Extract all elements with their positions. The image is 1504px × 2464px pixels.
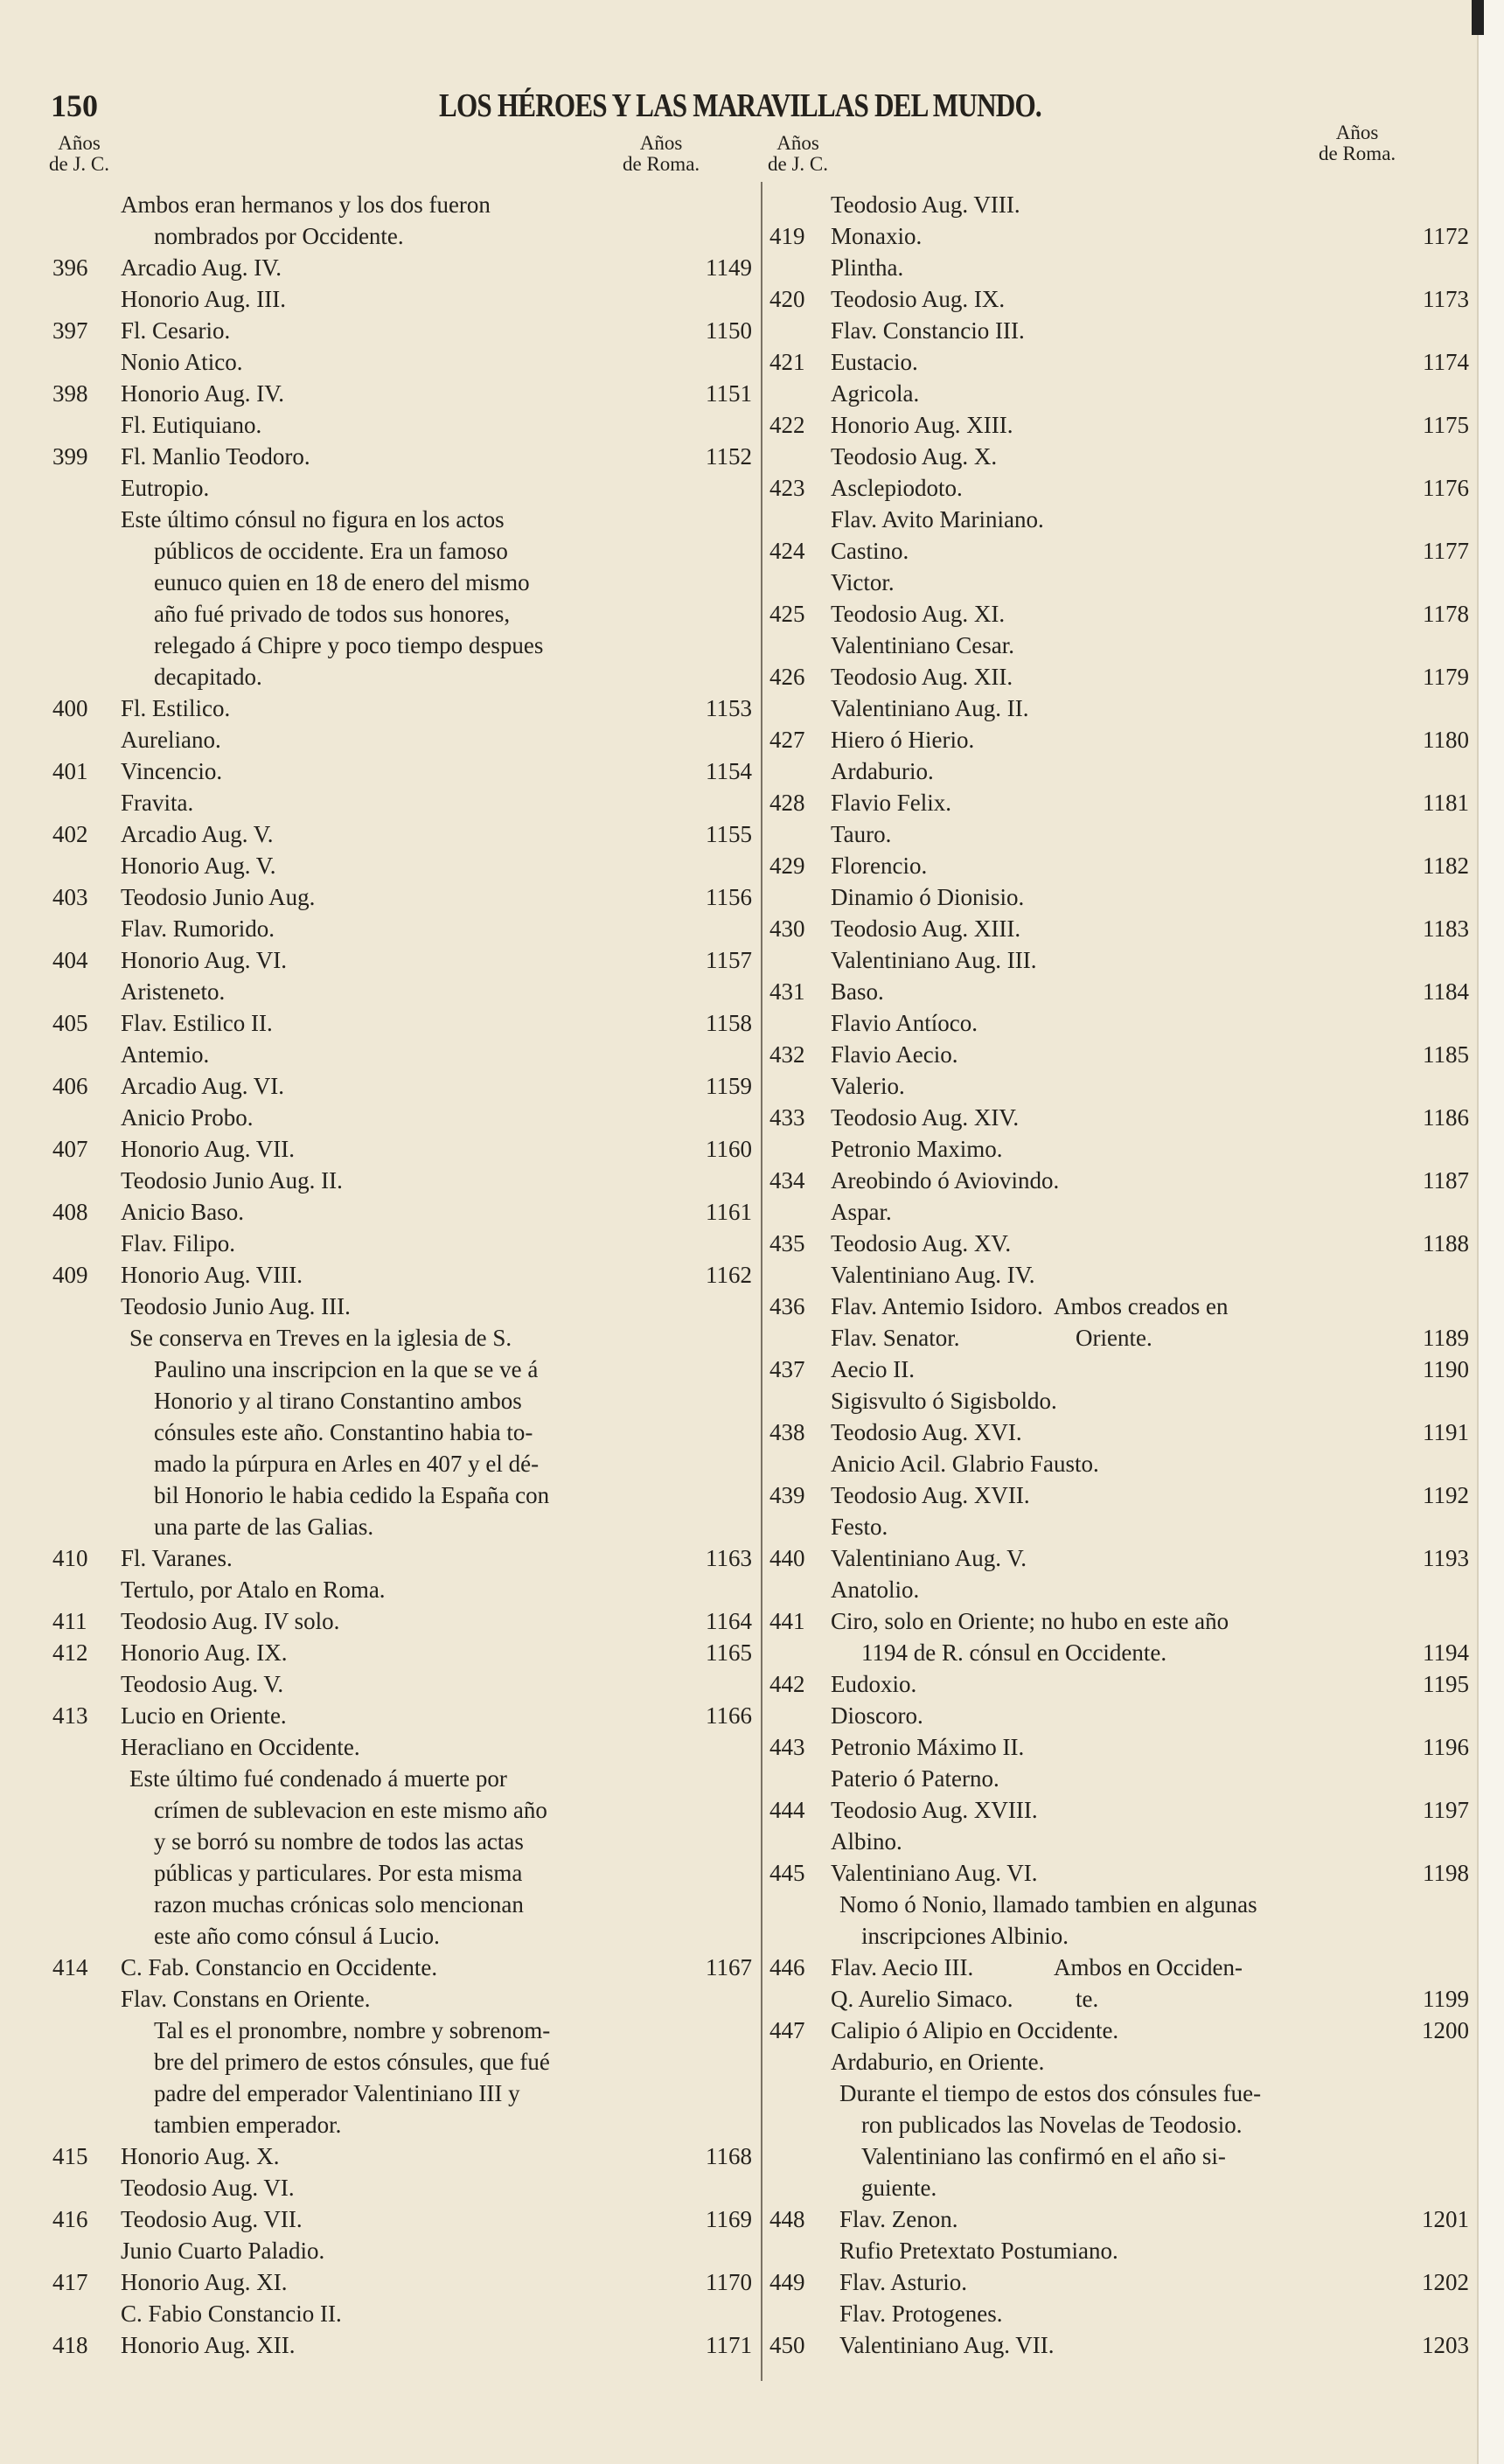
entry-line: 427 Hiero ó Hierio. 1180 <box>769 727 1469 753</box>
text-line: Nomo ó Nonio, llamado tambien en algunas <box>839 1891 1257 1918</box>
text-line: Festo. <box>831 1514 888 1540</box>
entry-line: 398 Honorio Aug. IV. 1151 <box>52 380 752 407</box>
text-line: crímen de sublevacion en este mismo año <box>154 1797 547 1823</box>
text-line: Teodosio Aug. X. <box>831 443 998 470</box>
entry-line: 400 Fl. Estilico. 1153 <box>52 695 752 721</box>
entry-line: 412 Honorio Aug. IX. 1165 <box>52 1639 752 1666</box>
text-line: nombrados por Occidente. <box>154 223 404 249</box>
entry-line: 436 Flav. Antemio Isidoro. Ambos creados en <box>769 1293 1229 1319</box>
entry-line: 443 Petronio Máximo II. 1196 <box>769 1734 1469 1760</box>
entry-line: 399 Fl. Manlio Teodoro. 1152 <box>52 443 752 470</box>
entry-line: 437 Aecio II. 1190 <box>769 1356 1469 1382</box>
text-line: Flav. Constans en Oriente. <box>121 1986 371 2012</box>
entry-line: 422 Honorio Aug. XIII. 1175 <box>769 412 1469 438</box>
text-line: Valentiniano Cesar. <box>831 632 1014 658</box>
text-line: Fravita. <box>121 790 194 816</box>
entry-line: 433 Teodosio Aug. XIV. 1186 <box>769 1104 1469 1131</box>
text-line: C. Fabio Constancio II. <box>121 2300 342 2327</box>
entry-line: Q. Aurelio Simaco. te. 1199 <box>831 1986 1469 2012</box>
text-line: Ardaburio. <box>831 758 934 784</box>
entry-line: 442 Eudoxio. 1195 <box>769 1671 1469 1697</box>
text-line: Honorio y al tirano Constantino ambos <box>154 1388 522 1414</box>
right-col-head-ac: Años de J. C. <box>768 132 828 175</box>
text-line: cónsules este año. Constantino habia to- <box>154 1419 533 1445</box>
text-line: Dinamio ó Dionisio. <box>831 884 1025 910</box>
entry-line: 405 Flav. Estilico II. 1158 <box>52 1010 752 1036</box>
entry-line: Flav. Senator. Oriente. 1189 <box>831 1325 1469 1351</box>
text-line: relegado á Chipre y poco tiempo despues <box>154 632 544 658</box>
text-line: Tal es el pronombre, nombre y sobrenom- <box>154 2017 551 2043</box>
right-col-head-roma: Años de Roma. <box>1319 122 1396 164</box>
entry-line: 396 Arcadio Aug. IV. 1149 <box>52 254 752 281</box>
entry-line: 438 Teodosio Aug. XVI. 1191 <box>769 1419 1469 1445</box>
text-line: Flav. Filipo. <box>121 1230 236 1256</box>
text-line: Valerio. <box>831 1073 905 1099</box>
left-col-head-roma: Años de Roma. <box>623 132 700 175</box>
page-edge-line <box>1477 0 1479 2464</box>
text-line: mado la púrpura en Arles en 407 y el dé- <box>154 1451 540 1477</box>
text-line: Aspar. <box>831 1199 892 1225</box>
entry-line: 445 Valentiniano Aug. VI. 1198 <box>769 1860 1469 1886</box>
text-line: una parte de las Galias. <box>154 1514 374 1540</box>
text-line: Ardaburio, en Oriente. <box>831 2049 1045 2075</box>
entry-line: 402 Arcadio Aug. V. 1155 <box>52 821 752 847</box>
text-line: Teodosio Junio Aug. II. <box>121 1167 343 1194</box>
page-number: 150 <box>51 88 98 123</box>
text-line: eunuco quien en 18 de enero del mismo <box>154 569 530 595</box>
text-line: Antemio. <box>121 1041 210 1068</box>
text-line: Honorio Aug. III. <box>121 286 286 312</box>
entry-line: 440 Valentiniano Aug. V. 1193 <box>769 1545 1469 1571</box>
entry-line: 432 Flavio Aecio. 1185 <box>769 1041 1469 1068</box>
text-line: Anicio Acil. Glabrio Fausto. <box>831 1451 1099 1477</box>
text-line: Agricola. <box>831 380 920 407</box>
entry-line: 404 Honorio Aug. VI. 1157 <box>52 947 752 973</box>
text-line: Durante el tiempo de estos dos cónsules fue- <box>839 2080 1262 2106</box>
text-line: Anatolio. <box>831 1577 920 1603</box>
text-line: Valentiniano Aug. II. <box>831 695 1029 721</box>
text-line: Victor. <box>831 569 895 595</box>
text-line: Sigisvulto ó Sigisboldo. <box>831 1388 1057 1414</box>
entry-line: 397 Fl. Cesario. 1150 <box>52 317 752 344</box>
entry-line: 417 Honorio Aug. XI. 1170 <box>52 2269 752 2295</box>
entry-line: 448 Flav. Zenon. 1201 <box>769 2206 1469 2232</box>
text-line: Teodosio Aug. VIII. <box>831 191 1020 218</box>
text-line: Tauro. <box>831 821 892 847</box>
entry-line: 407 Honorio Aug. VII. 1160 <box>52 1136 752 1162</box>
entry-line: 413 Lucio en Oriente. 1166 <box>52 1702 752 1729</box>
entry-line: 414 C. Fab. Constancio en Occidente. 1167 <box>52 1954 752 1980</box>
text-line: Aristeneto. <box>121 978 226 1005</box>
text-line: este año como cónsul á Lucio. <box>154 1923 440 1949</box>
entry-line: 439 Teodosio Aug. XVII. 1192 <box>769 1482 1469 1508</box>
text-line: Aureliano. <box>121 727 221 753</box>
entry-line: 1194 de R. cónsul en Occidente. 1194 <box>861 1639 1469 1666</box>
entry-line: 406 Arcadio Aug. VI. 1159 <box>52 1073 752 1099</box>
text-line: Dioscoro. <box>831 1702 923 1729</box>
text-line: bre del primero de estos cónsules, que fué <box>154 2049 550 2075</box>
running-title: LOS HÉROES Y LAS MARAVILLAS DEL MUNDO. <box>439 87 1041 124</box>
text-line: Tertulo, por Atalo en Roma. <box>121 1577 386 1603</box>
entry-line: 403 Teodosio Junio Aug. 1156 <box>52 884 752 910</box>
entry-line: 435 Teodosio Aug. XV. 1188 <box>769 1230 1469 1256</box>
text-line: inscripciones Albinio. <box>861 1923 1069 1949</box>
text-line: Teodosio Aug. VI. <box>121 2175 295 2201</box>
entry-line: 418 Honorio Aug. XII. 1171 <box>52 2332 752 2358</box>
entry-line: 419 Monaxio. 1172 <box>769 223 1469 249</box>
text-line: razon muchas crónicas solo mencionan <box>154 1891 524 1918</box>
entry-line: 401 Vincencio. 1154 <box>52 758 752 784</box>
entry-line: 410 Fl. Varanes. 1163 <box>52 1545 752 1571</box>
text-line: Flav. Avito Mariniano. <box>831 506 1044 532</box>
text-line: tambien emperador. <box>154 2112 342 2138</box>
entry-line: 424 Castino. 1177 <box>769 538 1469 564</box>
text-line: guiente. <box>861 2175 937 2201</box>
entry-line: 429 Florencio. 1182 <box>769 853 1469 879</box>
text-line: Flav. Protogenes. <box>839 2300 1003 2327</box>
entry-line: 415 Honorio Aug. X. 1168 <box>52 2143 752 2169</box>
column-rule <box>761 182 762 2381</box>
text-line: Junio Cuarto Paladio. <box>121 2238 325 2264</box>
text-line: Flavio Antíoco. <box>831 1010 978 1036</box>
text-line: año fué privado de todos sus honores, <box>154 601 511 627</box>
text-line: padre del emperador Valentiniano III y <box>154 2080 520 2106</box>
entry-line: 428 Flavio Felix. 1181 <box>769 790 1469 816</box>
text-line: Valentiniano las confirmó en el año si- <box>861 2143 1226 2169</box>
text-line: Nonio Atico. <box>121 349 243 375</box>
entry-line: 450 Valentiniano Aug. VII. 1203 <box>769 2332 1469 2358</box>
text-line: Teodosio Aug. V. <box>121 1671 284 1697</box>
entry-line: 425 Teodosio Aug. XI. 1178 <box>769 601 1469 627</box>
text-line: Heracliano en Occidente. <box>121 1734 360 1760</box>
text-line: Fl. Eutiquiano. <box>121 412 262 438</box>
entry-line: 426 Teodosio Aug. XII. 1179 <box>769 664 1469 690</box>
corner-mark <box>1472 0 1484 35</box>
text-line: Plintha. <box>831 254 904 281</box>
entry-line: 420 Teodosio Aug. IX. 1173 <box>769 286 1469 312</box>
entry-line: 444 Teodosio Aug. XVIII. 1197 <box>769 1797 1469 1823</box>
page-edge <box>1478 0 1504 2464</box>
text-line: decapitado. <box>154 664 262 690</box>
text-line: Este último cónsul no figura en los actos <box>121 506 505 532</box>
text-line: y se borró su nombre de todos las actas <box>154 1828 524 1855</box>
text-line: Flav. Constancio III. <box>831 317 1025 344</box>
text-line: Eutropio. <box>121 475 210 501</box>
entry-line: 446 Flav. Aecio III. Ambos en Occiden- <box>769 1954 1243 1980</box>
text-line: Paulino una inscripcion en la que se ve á <box>154 1356 539 1382</box>
text-line: Valentiniano Aug. IV. <box>831 1262 1035 1288</box>
text-line: Valentiniano Aug. III. <box>831 947 1037 973</box>
left-col-head-ac: Años de J. C. <box>49 132 109 175</box>
text-line: Se conserva en Treves en la iglesia de S. <box>129 1325 512 1351</box>
text-line: públicas y particulares. Por esta misma <box>154 1860 523 1886</box>
text-line: Paterio ó Paterno. <box>831 1765 999 1792</box>
entry-line: 409 Honorio Aug. VIII. 1162 <box>52 1262 752 1288</box>
text-line: Teodosio Junio Aug. III. <box>121 1293 351 1319</box>
entry-line: 421 Eustacio. 1174 <box>769 349 1469 375</box>
entry-line: 423 Asclepiodoto. 1176 <box>769 475 1469 501</box>
text-line: Albino. <box>831 1828 902 1855</box>
entry-line: 416 Teodosio Aug. VII. 1169 <box>52 2206 752 2232</box>
text-line: ron publicados las Novelas de Teodosio. <box>861 2112 1243 2138</box>
entry-line: 441 Ciro, solo en Oriente; no hubo en este año <box>769 1608 1229 1634</box>
text-line: Anicio Probo. <box>121 1104 254 1131</box>
entry-line: 408 Anicio Baso. 1161 <box>52 1199 752 1225</box>
text-line: Rufio Pretextato Postumiano. <box>839 2238 1118 2264</box>
text-line: Este último fué condenado á muerte por <box>129 1765 507 1792</box>
entry-line: 434 Areobindo ó Aviovindo. 1187 <box>769 1167 1469 1194</box>
entry-line: 430 Teodosio Aug. XIII. 1183 <box>769 915 1469 942</box>
text-line: Ambos eran hermanos y los dos fueron <box>121 191 491 218</box>
entry-line: 447 Calipio ó Alipio en Occidente. 1200 <box>769 2017 1469 2043</box>
entry-line: 449 Flav. Asturio. 1202 <box>769 2269 1469 2295</box>
entry-line: 431 Baso. 1184 <box>769 978 1469 1005</box>
text-line: Honorio Aug. V. <box>121 853 276 879</box>
entry-line: 411 Teodosio Aug. IV solo. 1164 <box>52 1608 752 1634</box>
text-line: Flav. Rumorido. <box>121 915 275 942</box>
text-line: públicos de occidente. Era un famoso <box>154 538 508 564</box>
text-line: Petronio Maximo. <box>831 1136 1003 1162</box>
text-line: bil Honorio le habia cedido la España con <box>154 1482 550 1508</box>
